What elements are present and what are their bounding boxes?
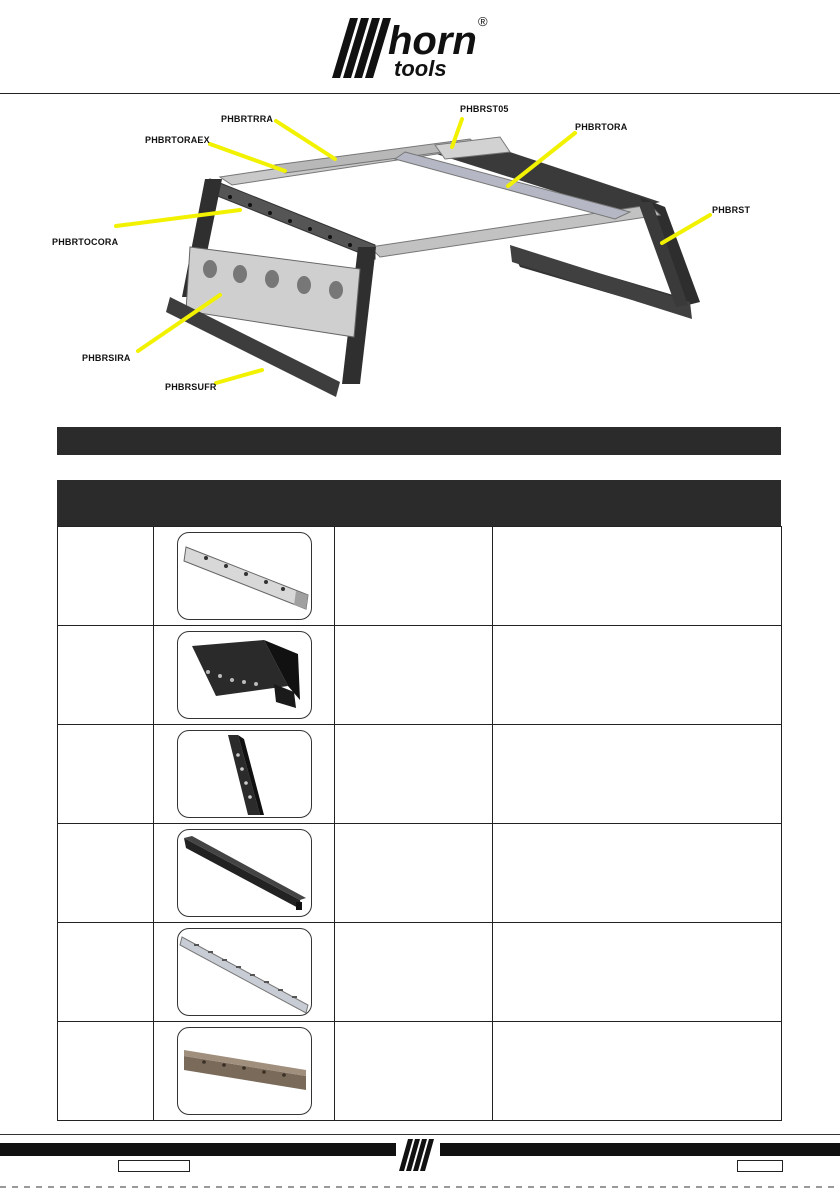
part-code-cell (58, 923, 154, 1022)
table-row (58, 923, 782, 1022)
page-header (0, 0, 840, 94)
part-image-cell (154, 527, 335, 626)
callout-phbrst05: PHBRST05 (460, 104, 509, 114)
part-name-cell (335, 626, 493, 725)
part-code-cell (58, 626, 154, 725)
part-name-cell (335, 923, 493, 1022)
slotted-aluminum-rail-part-image (177, 928, 312, 1016)
footer-right-box (737, 1160, 783, 1172)
black-upright-post-part-image (177, 730, 312, 818)
table-row (58, 527, 782, 626)
footer-left-box (118, 1160, 190, 1172)
brand-wordmark: horn (388, 19, 477, 63)
part-image-cell (154, 1022, 335, 1121)
footer-dashed-line (0, 1186, 840, 1188)
callout-phbrtocora: PHBRTOCORA (52, 237, 119, 247)
section-header-bar (57, 427, 781, 455)
callout-phbrtora: PHBRTORA (575, 122, 628, 132)
part-name-cell (335, 725, 493, 824)
part-image-cell (154, 923, 335, 1022)
black-support-rail-part-image (177, 829, 312, 917)
part-image-cell (154, 725, 335, 824)
registered-mark: ® (478, 14, 488, 29)
parts-table-header (57, 480, 781, 526)
part-image-cell (154, 626, 335, 725)
horn-tools-logo (328, 10, 523, 82)
bronze-crossbar-part-image (177, 1027, 312, 1115)
callout-phbrtrra: PHBRTRRA (221, 114, 274, 124)
part-name-cell (335, 1022, 493, 1121)
part-code-cell (58, 1022, 154, 1121)
part-image-cell (154, 824, 335, 923)
part-code-cell (58, 527, 154, 626)
rack-illustration (40, 97, 800, 417)
part-description-cell (493, 527, 782, 626)
part-code-cell (58, 824, 154, 923)
callout-phbrsufr: PHBRSUFR (165, 382, 217, 392)
part-name-cell (335, 824, 493, 923)
part-name-cell (335, 527, 493, 626)
footer-divider (0, 1134, 840, 1135)
table-row (58, 725, 782, 824)
perforated-rail-part-image (177, 532, 312, 620)
parts-table (57, 526, 782, 1121)
part-description-cell (493, 626, 782, 725)
rack-assembly-diagram (40, 97, 800, 417)
part-description-cell (493, 1022, 782, 1121)
black-mounting-bracket-part-image (177, 631, 312, 719)
footer-logo-icon (396, 1137, 440, 1173)
part-code-cell (58, 725, 154, 824)
part-description-cell (493, 824, 782, 923)
table-row (58, 626, 782, 725)
table-row (58, 824, 782, 923)
callout-phbrsira: PHBRSIRA (82, 353, 131, 363)
table-row (58, 1022, 782, 1121)
callout-phbrtoraex: PHBRTORAEX (145, 135, 210, 145)
brand-subline: tools (394, 56, 447, 81)
callout-phbrst: PHBRST (712, 205, 751, 215)
part-description-cell (493, 725, 782, 824)
part-description-cell (493, 923, 782, 1022)
